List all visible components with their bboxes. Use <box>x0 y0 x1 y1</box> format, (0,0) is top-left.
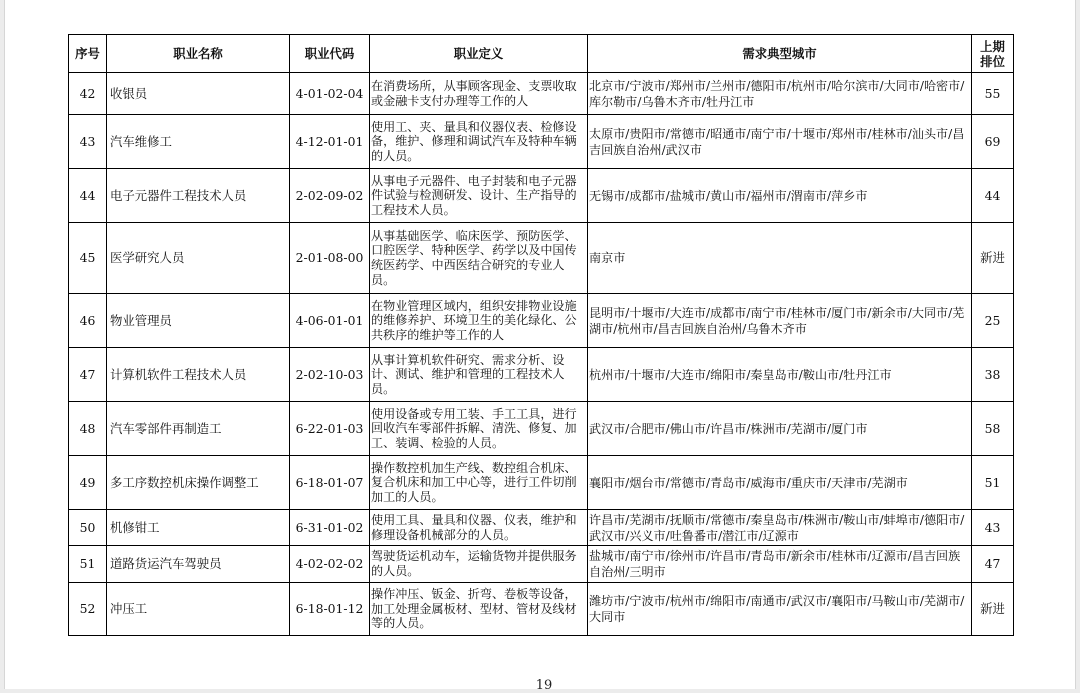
header-code: 职业代码 <box>290 35 370 73</box>
cell-code: 4-01-02-04 <box>290 73 370 115</box>
table-row <box>69 583 1014 636</box>
cell-no: 51 <box>69 546 107 583</box>
table-row <box>69 348 1014 402</box>
table-row <box>69 115 1014 169</box>
cell-no: 46 <box>69 294 107 348</box>
cell-name: 电子元器件工程技术人员 <box>107 169 290 223</box>
header-no: 序号 <box>69 35 107 73</box>
cell-no: 47 <box>69 348 107 402</box>
cell-no: 45 <box>69 223 107 294</box>
cell-cities: 许昌市/芜湖市/抚顺市/常德市/秦皇岛市/株洲市/鞍山市/蚌埠市/德阳市/武汉市/兴义市/吐鲁番市/潜江市/辽源市 <box>588 510 972 546</box>
table-row <box>69 546 1014 583</box>
document-page <box>4 0 1076 693</box>
cell-name: 物业管理员 <box>107 294 290 348</box>
header-cities: 需求典型城市 <box>588 35 972 73</box>
header-name: 职业名称 <box>107 35 290 73</box>
table-header-row <box>69 35 1014 73</box>
cell-definition: 操作数控机加生产线、数控组合机床、复合机床和加工中心等，进行工件切削加工的人员。 <box>370 456 588 510</box>
cell-no: 52 <box>69 583 107 636</box>
cell-rank: 25 <box>972 294 1014 348</box>
cell-definition: 操作冲压、钣金、折弯、卷板等设备，加工处理金属板材、型材、管材及线材等的人员。 <box>370 583 588 636</box>
header-definition: 职业定义 <box>370 35 588 73</box>
cell-name: 计算机软件工程技术人员 <box>107 348 290 402</box>
cell-code: 2-01-08-00 <box>290 223 370 294</box>
cell-no: 48 <box>69 402 107 456</box>
cell-code: 2-02-10-03 <box>290 348 370 402</box>
cell-rank: 69 <box>972 115 1014 169</box>
cell-rank: 43 <box>972 510 1014 546</box>
table-row <box>69 294 1014 348</box>
cell-rank: 38 <box>972 348 1014 402</box>
cell-definition: 从事基础医学、临床医学、预防医学、口腔医学、特种医学、药学以及中国传统医药学、中西医结合研究的专业人员。 <box>370 223 588 294</box>
cell-code: 6-22-01-03 <box>290 402 370 456</box>
cell-definition: 在消费场所，从事顾客现金、支票收取或金融卡支付办理等工作的人 <box>370 73 588 115</box>
cell-cities: 武汉市/合肥市/佛山市/许昌市/株洲市/芜湖市/厦门市 <box>588 402 972 456</box>
table-row <box>69 223 1014 294</box>
page-number: 19 <box>535 678 553 693</box>
cell-definition: 使用设备或专用工装、手工工具，进行回收汽车零部件拆解、清洗、修复、加工、装调、检验的人员。 <box>370 402 588 456</box>
table-row <box>69 169 1014 223</box>
cell-code: 4-06-01-01 <box>290 294 370 348</box>
cell-cities: 无锡市/成都市/盐城市/黄山市/福州市/渭南市/萍乡市 <box>588 169 972 223</box>
cell-name: 汽车维修工 <box>107 115 290 169</box>
cell-code: 4-02-02-02 <box>290 546 370 583</box>
cell-rank: 58 <box>972 402 1014 456</box>
cell-code: 6-18-01-12 <box>290 583 370 636</box>
table-row <box>69 456 1014 510</box>
cell-no: 44 <box>69 169 107 223</box>
cell-name: 道路货运汽车驾驶员 <box>107 546 290 583</box>
cell-no: 43 <box>69 115 107 169</box>
cell-no: 42 <box>69 73 107 115</box>
cell-cities: 太原市/贵阳市/常德市/昭通市/南宁市/十堰市/郑州市/桂林市/汕头市/昌吉回族自治州/武汉市 <box>588 115 972 169</box>
cell-no: 50 <box>69 510 107 546</box>
cell-rank: 47 <box>972 546 1014 583</box>
occupation-table <box>68 34 1014 636</box>
cell-name: 医学研究人员 <box>107 223 290 294</box>
cell-definition: 从事电子元器件、电子封装和电子元器件试验与检测研发、设计、生产指导的工程技术人员。 <box>370 169 588 223</box>
cell-name: 收银员 <box>107 73 290 115</box>
header-rank: 上期排位 <box>972 35 1014 73</box>
cell-cities: 盐城市/南宁市/徐州市/许昌市/青岛市/新余市/桂林市/辽源市/昌吉回族自治州/三明市 <box>588 546 972 583</box>
cell-name: 多工序数控机床操作调整工 <box>107 456 290 510</box>
cell-code: 6-18-01-07 <box>290 456 370 510</box>
table-row <box>69 402 1014 456</box>
cell-name: 汽车零部件再制造工 <box>107 402 290 456</box>
cell-cities: 北京市/宁波市/郑州市/兰州市/德阳市/杭州市/哈尔滨市/大同市/哈密市/库尔勒市/乌鲁木齐市/牡丹江市 <box>588 73 972 115</box>
cell-cities: 南京市 <box>588 223 972 294</box>
cell-code: 4-12-01-01 <box>290 115 370 169</box>
cell-cities: 潍坊市/宁波市/杭州市/绵阳市/南通市/武汉市/襄阳市/马鞍山市/芜湖市/大同市 <box>588 583 972 636</box>
cell-cities: 襄阳市/烟台市/常德市/青岛市/威海市/重庆市/天津市/芜湖市 <box>588 456 972 510</box>
cell-rank: 51 <box>972 456 1014 510</box>
cell-code: 6-31-01-02 <box>290 510 370 546</box>
table-row <box>69 510 1014 546</box>
cell-rank: 新进 <box>972 583 1014 636</box>
cell-definition: 使用工具、量具和仪器、仪表，维护和修理设备机械部分的人员。 <box>370 510 588 546</box>
cell-definition: 驾驶货运机动车，运输货物并提供服务的人员。 <box>370 546 588 583</box>
table-row <box>69 73 1014 115</box>
cell-rank: 新进 <box>972 223 1014 294</box>
cell-cities: 昆明市/十堰市/大连市/成都市/南宁市/桂林市/厦门市/新余市/大同市/芜湖市/杭州市/昌吉回族自治州/乌鲁木齐市 <box>588 294 972 348</box>
cell-rank: 55 <box>972 73 1014 115</box>
cell-name: 冲压工 <box>107 583 290 636</box>
cell-no: 49 <box>69 456 107 510</box>
cell-definition: 使用工、夹、量具和仪器仪表、检修设备，维护、修理和调试汽车及特种车辆的人员。 <box>370 115 588 169</box>
cell-rank: 44 <box>972 169 1014 223</box>
cell-definition: 在物业管理区域内，组织安排物业设施的维修养护、环境卫生的美化绿化、公共秩序的维护等工作的人 <box>370 294 588 348</box>
cell-cities: 杭州市/十堰市/大连市/绵阳市/秦皇岛市/鞍山市/牡丹江市 <box>588 348 972 402</box>
cell-code: 2-02-09-02 <box>290 169 370 223</box>
cell-name: 机修钳工 <box>107 510 290 546</box>
cell-definition: 从事计算机软件研究、需求分析、设计、测试、维护和管理的工程技术人员。 <box>370 348 588 402</box>
